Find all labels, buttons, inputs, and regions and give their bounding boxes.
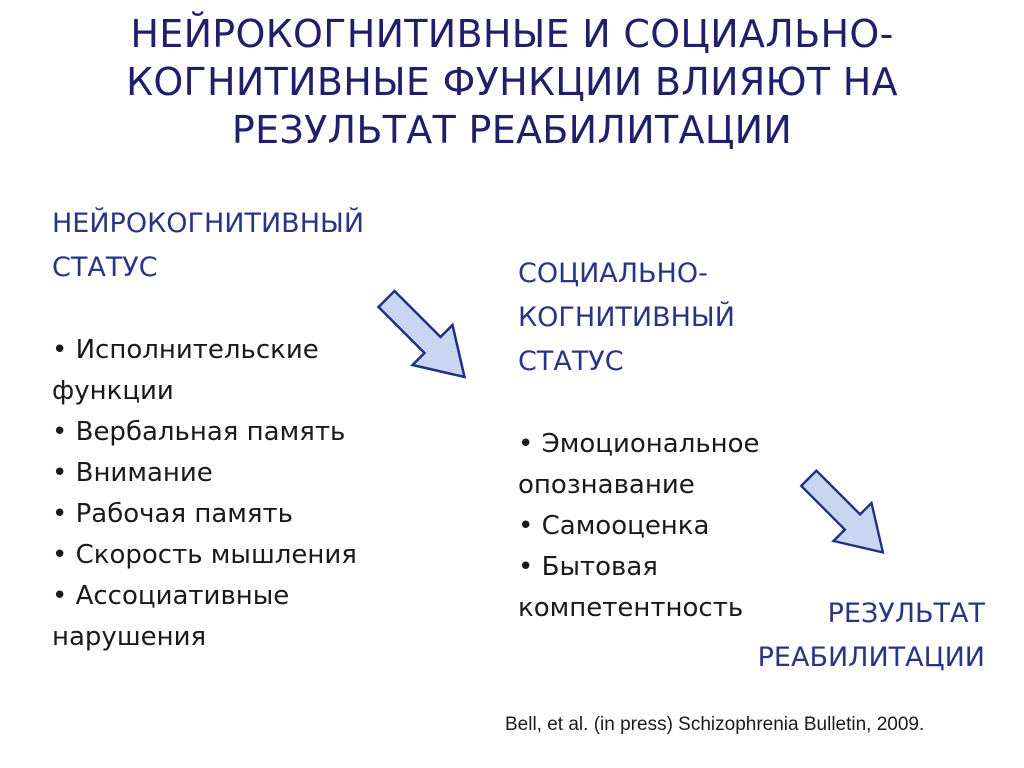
heading-line: РЕЗУЛЬТАТ xyxy=(827,598,985,629)
title-line: НЕЙРОКОГНИТИВНЫЕ И СОЦИАЛЬНО- xyxy=(130,12,894,56)
list-item: • Внимание xyxy=(52,458,213,488)
list-item: • Скорость мышления xyxy=(52,540,357,570)
neurocognitive-status-block xyxy=(52,202,412,658)
list-item: компетентность xyxy=(518,593,744,623)
list-item: • Вербальная память xyxy=(52,417,346,447)
heading-line: СТАТУС xyxy=(518,346,624,377)
arrow-down-right-icon xyxy=(370,285,475,385)
arrow-down-right-icon xyxy=(793,465,893,560)
heading-line: КОГНИТИВНЫЙ xyxy=(518,302,735,333)
heading-line: НЕЙРОКОГНИТИВНЫЙ xyxy=(52,208,365,239)
result-heading xyxy=(720,592,985,680)
slide-title xyxy=(40,10,984,154)
social-cognitive-heading xyxy=(518,252,818,384)
list-item: опознавание xyxy=(518,470,695,500)
list-item: • Рабочая память xyxy=(52,499,294,529)
list-item: функции xyxy=(52,376,174,406)
neurocognitive-list xyxy=(52,330,412,658)
list-item: • Ассоциативные xyxy=(52,581,290,611)
social-cognitive-status-block xyxy=(518,252,818,629)
heading-line: СТАТУС xyxy=(52,252,158,283)
list-item: • Бытовая xyxy=(518,552,658,582)
title-line: КОГНИТИВНЫЕ ФУНКЦИИ ВЛИЯЮТ НА xyxy=(126,60,898,104)
neurocognitive-heading xyxy=(52,202,412,290)
list-item: • Самооценка xyxy=(518,511,710,541)
list-item: • Исполнительские xyxy=(52,335,319,365)
list-item: • Эмоциональное xyxy=(518,429,760,459)
list-item: нарушения xyxy=(52,622,207,652)
title-line: РЕЗУЛЬТАТ РЕАБИЛИТАЦИИ xyxy=(231,108,793,152)
rehabilitation-result-block xyxy=(720,592,985,680)
heading-line: РЕАБИЛИТАЦИИ xyxy=(757,642,985,673)
citation: Bell, et al. (in press) Schizophrenia Bulletin, 2009. xyxy=(505,714,925,735)
heading-line: СОЦИАЛЬНО- xyxy=(518,258,708,289)
